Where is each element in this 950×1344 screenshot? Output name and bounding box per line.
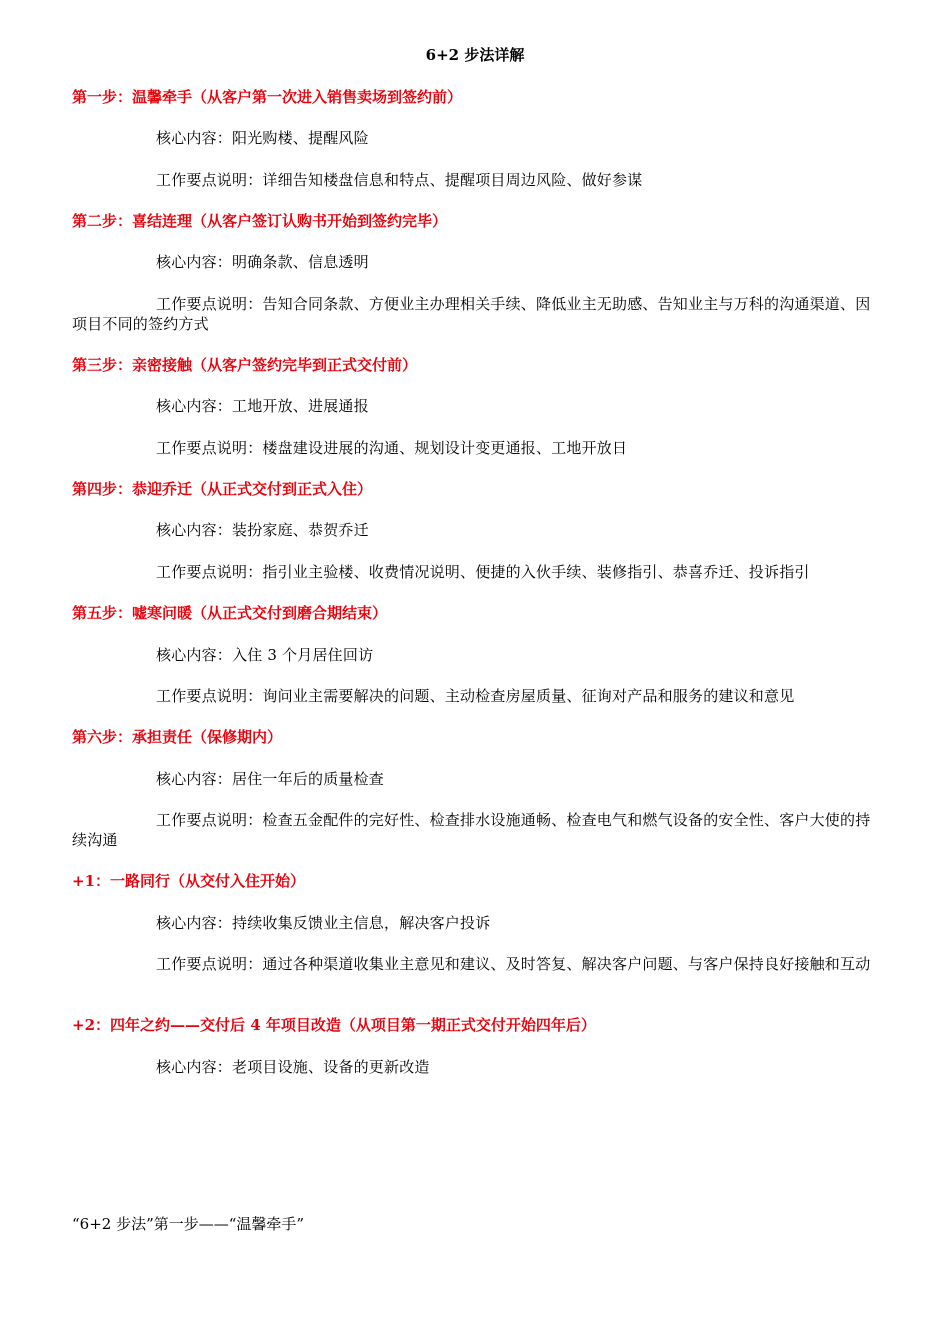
step-4-core: 核心内容：装扮家庭、恭贺乔迁 (156, 521, 369, 539)
plus-2-core: 核心内容：老项目设施、设备的更新改造 (156, 1058, 430, 1076)
step-2-heading: 第二步：喜结连理（从客户签订认购书开始到签约完毕） (72, 212, 448, 230)
step-4-heading: 第四步：恭迎乔迁（从正式交付到正式入住） (72, 480, 373, 498)
step-5-work: 工作要点说明：询问业主需要解决的问题、主动检查房屋质量、征询对产品和服务的建议和意见 (156, 687, 795, 705)
step-3-core: 核心内容：工地开放、进展通报 (156, 397, 369, 415)
step-6-work: 工作要点说明：检查五金配件的完好性、检查排水设施通畅、检查电气和燃气设备的安全性、客户大使的持续沟通 (72, 811, 871, 849)
step-2-work: 工作要点说明：告知合同条款、方便业主办理相关手续、降低业主无助感、告知业主与万科的沟通渠道、因项目不同的签约方式 (72, 295, 871, 333)
step-5-core: 核心内容：入住 3 个月居住回访 (156, 646, 374, 664)
step-2-core: 核心内容：明确条款、信息透明 (156, 253, 369, 271)
step-1-core: 核心内容：阳光购楼、提醒风险 (156, 129, 369, 147)
plus-1-core: 核心内容：持续收集反馈业主信息，解决客户投诉 (156, 914, 491, 932)
step-3-heading: 第三步：亲密接触（从客户签约完毕到正式交付前） (72, 356, 418, 374)
plus-1-heading: +1：一路同行（从交付入住开始） (72, 872, 306, 890)
step-1-work: 工作要点说明：详细告知楼盘信息和特点、提醒项目周边风险、做好参谋 (156, 171, 643, 189)
step-1-heading: 第一步：温馨牵手（从客户第一次进入销售卖场到签约前） (72, 88, 463, 106)
step-5-heading: 第五步：嘘寒问暖（从正式交付到磨合期结束） (72, 604, 388, 622)
step-3-work: 工作要点说明：楼盘建设进展的沟通、规划设计变更通报、工地开放日 (156, 439, 628, 457)
step-6-core: 核心内容：居住一年后的质量检查 (156, 770, 385, 788)
next-section-title: “6+2 步法”第一步——“温馨牵手” (72, 1215, 305, 1233)
page-title: 6+2 步法详解 (425, 46, 525, 64)
step-6-heading: 第六步：承担责任（保修期内） (72, 728, 283, 746)
step-4-work: 工作要点说明：指引业主验楼、收费情况说明、便捷的入伙手续、装修指引、恭喜乔迁、投诉指引 (156, 563, 810, 581)
plus-1-work: 工作要点说明：通过各种渠道收集业主意见和建议、及时答复、解决客户问题、与客户保持良好接触和互动 (156, 955, 871, 973)
plus-2-heading: +2：四年之约——交付后 4 年项目改造（从项目第一期正式交付开始四年后） (72, 1016, 596, 1034)
